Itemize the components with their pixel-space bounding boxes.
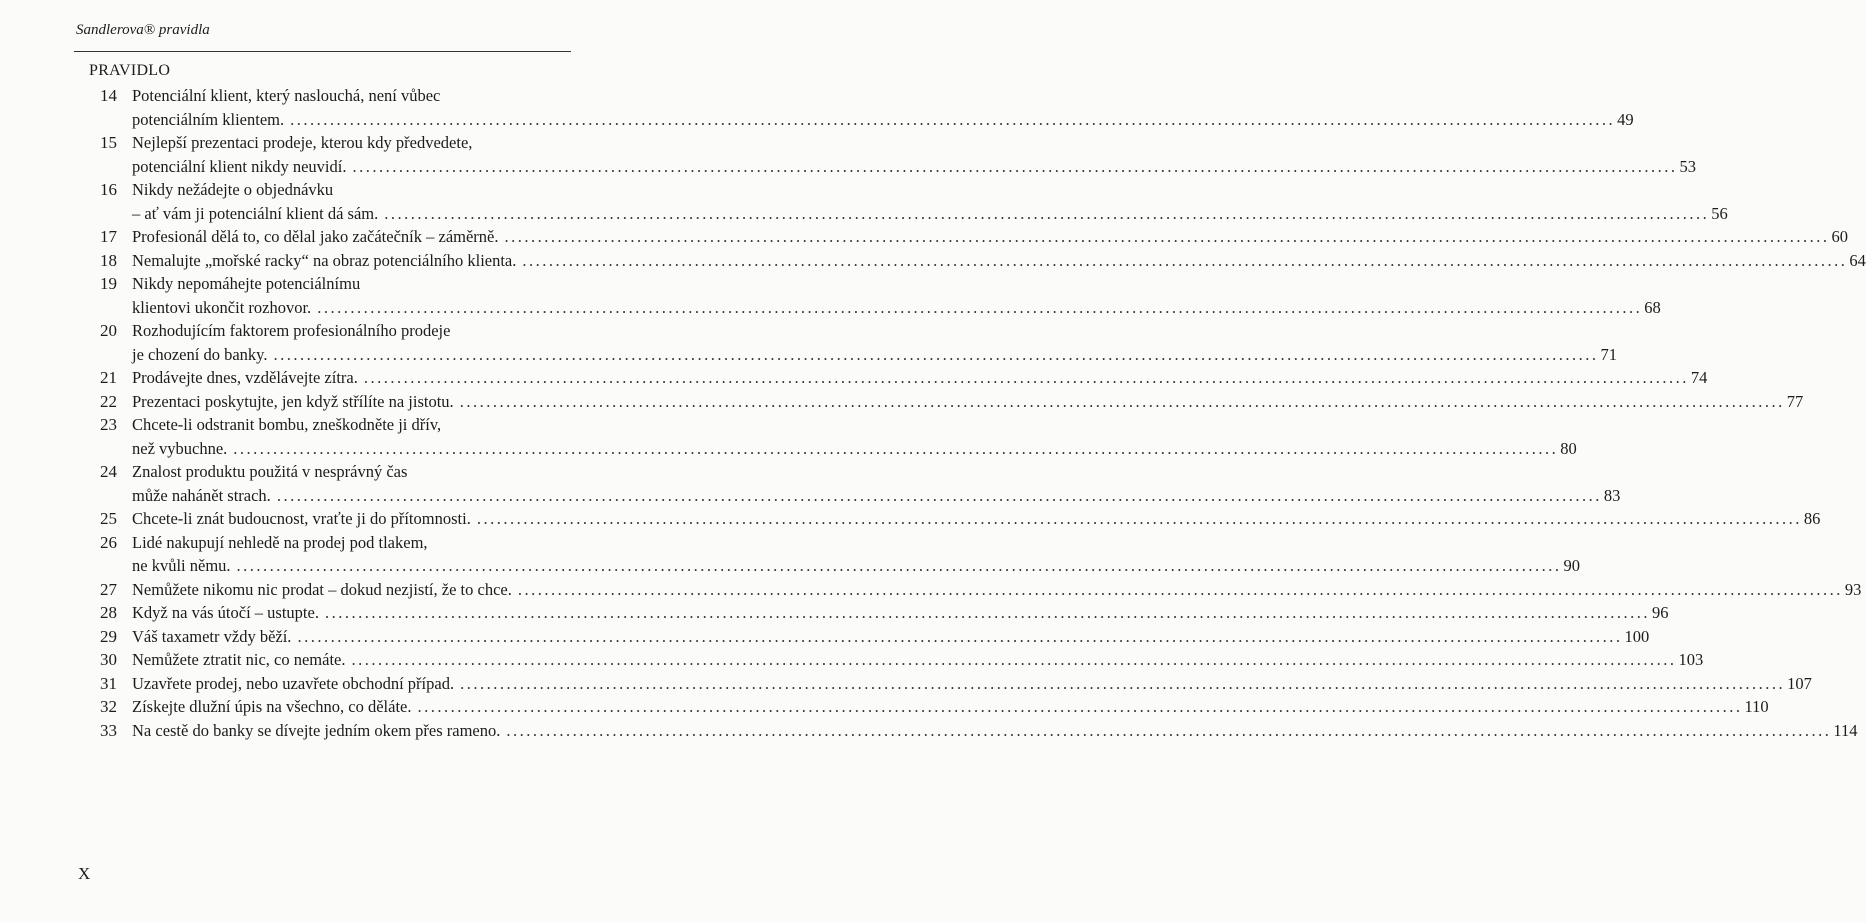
entry-title: Chcete-li znát budoucnost, vraťte ji do přítomnosti. xyxy=(132,509,471,528)
entry-line xyxy=(132,225,1848,249)
rule-number: 28 xyxy=(100,603,117,622)
rule-number: 26 xyxy=(100,532,117,552)
page-ref: 86 xyxy=(1803,509,1821,528)
table-of-contents xyxy=(100,84,1866,742)
entry-line xyxy=(132,625,1650,649)
page-ref: 90 xyxy=(1563,556,1581,575)
entry-line xyxy=(132,108,1634,132)
dot-leader: ........................................................................................................................................................................................................ xyxy=(459,391,1785,411)
dot-leader: ........................................................................................................................................................................................................ xyxy=(506,720,1832,740)
rule-number: 29 xyxy=(100,626,117,646)
page-ref: 71 xyxy=(1600,344,1617,364)
page-ref: 110 xyxy=(1744,697,1769,716)
entry-line xyxy=(132,178,570,202)
toc-entry[interactable] xyxy=(100,695,1769,719)
entry-body xyxy=(132,272,1661,319)
toc-entry[interactable] xyxy=(100,225,1848,249)
entry-line xyxy=(132,554,1581,578)
entry-title: Znalost produktu použitá v nesprávný čas xyxy=(132,462,408,481)
page-ref: 77 xyxy=(1786,391,1804,411)
running-head: Sandlerova® pravidla xyxy=(76,22,210,38)
entry-body xyxy=(132,601,1669,625)
entry-title: Na cestě do banky se dívejte jedním okem přes rameno. xyxy=(132,720,501,740)
entry-line xyxy=(132,695,1769,719)
entry-body xyxy=(132,178,1728,225)
entry-line xyxy=(132,366,1708,390)
page-ref: 60 xyxy=(1831,227,1848,246)
page-ref: 64 xyxy=(1849,250,1866,270)
entry-body xyxy=(132,319,1617,366)
entry-line xyxy=(132,202,1728,226)
rule-number: 27 xyxy=(100,579,117,599)
entry-body xyxy=(132,460,1621,507)
rule-number: 32 xyxy=(100,697,117,716)
toc-entry[interactable] xyxy=(100,249,1866,273)
rule-number: 30 xyxy=(100,650,117,669)
entry-line xyxy=(132,648,1704,672)
dot-leader: ........................................................................................................................................................................................................ xyxy=(504,227,1830,246)
dot-leader: ........................................................................................................................................................................................................ xyxy=(273,344,1599,364)
toc-entry[interactable] xyxy=(100,131,1696,178)
entry-body xyxy=(132,84,1634,131)
entry-body xyxy=(132,366,1708,390)
entry-title: Profesionál dělá to, co dělal jako začátečník – záměrně. xyxy=(132,227,499,246)
page-ref: 103 xyxy=(1678,650,1704,669)
dot-leader: ........................................................................................................................................................................................................ xyxy=(317,297,1643,317)
entry-line xyxy=(132,578,1862,602)
entry-line xyxy=(132,460,570,484)
entry-line xyxy=(132,249,1866,273)
rule-number: 25 xyxy=(100,509,117,528)
entry-title: Rozhodujícím faktorem profesionálního prodeje xyxy=(132,321,451,340)
entry-title: Chcete-li odstranit bombu, zneškodněte ji dřív, xyxy=(132,415,442,434)
entry-title: Prezentaci poskytujte, jen když střílíte na jistotu. xyxy=(132,391,454,411)
entry-title: Uzavřete prodej, nebo uzavřete obchodní případ. xyxy=(132,673,455,693)
rule-number: 15 xyxy=(100,133,117,152)
dot-leader: ........................................................................................................................................................................................................ xyxy=(233,438,1559,458)
entry-title: Nemalujte „mořské racky“ na obraz potenciálního klienta. xyxy=(132,250,517,270)
entry-line xyxy=(132,296,1661,320)
entry-title: než vybuchne. xyxy=(132,438,228,458)
entry-title: Prodávejte dnes, vzdělávejte zítra. xyxy=(132,368,358,387)
entry-title: Váš taxametr vždy běží. xyxy=(132,626,292,646)
entry-line xyxy=(132,131,570,155)
toc-entry[interactable] xyxy=(100,625,1650,649)
toc-entry[interactable] xyxy=(100,578,1862,602)
entry-line xyxy=(132,319,570,343)
entry-body xyxy=(132,578,1862,602)
page-ref: 100 xyxy=(1624,626,1650,646)
page-ref: 49 xyxy=(1617,109,1634,129)
rule-number: 33 xyxy=(100,720,117,740)
dot-leader: ........................................................................................................................................................................................................ xyxy=(476,509,1802,528)
toc-entry[interactable] xyxy=(100,672,1812,696)
toc-entry[interactable] xyxy=(100,460,1621,507)
toc-entry[interactable] xyxy=(100,531,1581,578)
entry-line xyxy=(132,601,1669,625)
entry-title: – ať vám ji potenciální klient dá sám. xyxy=(132,203,379,223)
entry-body xyxy=(132,531,1581,578)
rule-number: 17 xyxy=(100,227,117,246)
entry-title: Lidé nakupují nehledě na prodej pod tlakem, xyxy=(132,532,428,552)
entry-line xyxy=(132,437,1577,461)
entry-line xyxy=(132,272,570,296)
dot-leader: ........................................................................................................................................................................................................ xyxy=(417,697,1743,716)
entry-title: Potenciální klient, který naslouchá, není vůbec xyxy=(132,86,441,105)
dot-leader: ........................................................................................................................................................................................................ xyxy=(324,603,1650,622)
rule-number: 18 xyxy=(100,250,117,270)
entry-title: Nemůžete ztratit nic, co nemáte. xyxy=(132,650,346,669)
entry-body xyxy=(132,625,1650,649)
entry-title: Nemůžete nikomu nic prodat – dokud nezjistí, že to chce. xyxy=(132,579,512,599)
entry-body xyxy=(132,695,1769,719)
dot-leader: ........................................................................................................................................................................................................ xyxy=(276,485,1602,505)
page-ref: 96 xyxy=(1651,603,1669,622)
entry-title: může nahánět strach. xyxy=(132,485,271,505)
entry-line xyxy=(132,343,1617,367)
entry-title: klientovi ukončit rozhovor. xyxy=(132,297,312,317)
entry-body xyxy=(132,413,1577,460)
page-ref: 80 xyxy=(1560,438,1577,458)
dot-leader: ........................................................................................................................................................................................................ xyxy=(522,250,1848,270)
page-ref: 107 xyxy=(1787,673,1812,693)
entry-line xyxy=(132,484,1621,508)
toc-entry[interactable] xyxy=(100,84,1634,131)
page-ref: 68 xyxy=(1644,297,1661,317)
dot-leader: ........................................................................................................................................................................................................ xyxy=(297,626,1623,646)
rule-number: 23 xyxy=(100,415,117,434)
entry-body xyxy=(132,131,1696,178)
entry-line xyxy=(132,390,1804,414)
entry-body xyxy=(132,672,1812,696)
rule-number: 19 xyxy=(100,274,117,293)
entry-title: Získejte dlužní úpis na všechno, co děláte. xyxy=(132,697,412,716)
entry-line xyxy=(132,84,570,108)
header-rule xyxy=(74,51,571,52)
entry-line xyxy=(132,155,1696,179)
toc-entry[interactable] xyxy=(100,178,1728,225)
page-ref: 56 xyxy=(1711,203,1728,223)
entry-title: ne kvůli němu. xyxy=(132,556,231,575)
entry-body xyxy=(132,225,1848,249)
dot-leader: ........................................................................................................................................................................................................ xyxy=(352,156,1678,176)
rule-number: 22 xyxy=(100,391,117,411)
entry-line xyxy=(132,531,570,555)
toc-entry[interactable] xyxy=(100,319,1617,366)
entry-body xyxy=(132,390,1804,414)
entry-body xyxy=(132,648,1704,672)
entry-line xyxy=(132,672,1812,696)
entry-title: Nejlepší prezentaci prodeje, kterou kdy předvedete, xyxy=(132,133,473,152)
entry-body xyxy=(132,507,1821,531)
entry-title: Když na vás útočí – ustupte. xyxy=(132,603,319,622)
rule-number: 16 xyxy=(100,180,117,199)
entry-title: potenciální klient nikdy neuvidí. xyxy=(132,156,347,176)
toc-entry[interactable] xyxy=(100,272,1661,319)
dot-leader: ........................................................................................................................................................................................................ xyxy=(351,650,1677,669)
entry-line xyxy=(132,413,570,437)
toc-entry[interactable] xyxy=(100,390,1804,414)
entry-title: potenciálním klientem. xyxy=(132,109,285,129)
rule-number: 24 xyxy=(100,462,117,481)
entry-body xyxy=(132,719,1858,743)
toc-entry[interactable] xyxy=(100,507,1821,531)
dot-leader: ........................................................................................................................................................................................................ xyxy=(363,368,1689,387)
entry-title: je chození do banky. xyxy=(132,344,268,364)
toc-entry[interactable] xyxy=(100,601,1669,625)
rule-number: 31 xyxy=(100,673,117,693)
rule-number: 21 xyxy=(100,368,117,387)
section-title: PRAVIDLO xyxy=(89,62,171,79)
entry-body xyxy=(132,249,1866,273)
page-ref: 114 xyxy=(1833,720,1858,740)
entry-title: Nikdy nežádejte o objednávku xyxy=(132,180,334,199)
entry-line xyxy=(132,719,1858,743)
page-ref: 93 xyxy=(1844,579,1862,599)
dot-leader: ........................................................................................................................................................................................................ xyxy=(384,203,1710,223)
page-ref: 74 xyxy=(1690,368,1708,387)
dot-leader: ........................................................................................................................................................................................................ xyxy=(236,556,1562,575)
dot-leader: ........................................................................................................................................................................................................ xyxy=(290,109,1616,129)
dot-leader: ........................................................................................................................................................................................................ xyxy=(517,579,1843,599)
page-ref: 83 xyxy=(1603,485,1621,505)
page-ref: 53 xyxy=(1679,156,1696,176)
rule-number: 20 xyxy=(100,321,117,340)
page-number: X xyxy=(78,864,91,883)
entry-line xyxy=(132,507,1821,531)
toc-entry[interactable] xyxy=(100,719,1858,743)
toc-entry[interactable] xyxy=(100,648,1704,672)
toc-entry[interactable] xyxy=(100,413,1577,460)
toc-entry[interactable] xyxy=(100,366,1708,390)
entry-title: Nikdy nepomáhejte potenciálnímu xyxy=(132,274,361,293)
dot-leader: ........................................................................................................................................................................................................ xyxy=(460,673,1786,693)
rule-number: 14 xyxy=(100,86,117,105)
